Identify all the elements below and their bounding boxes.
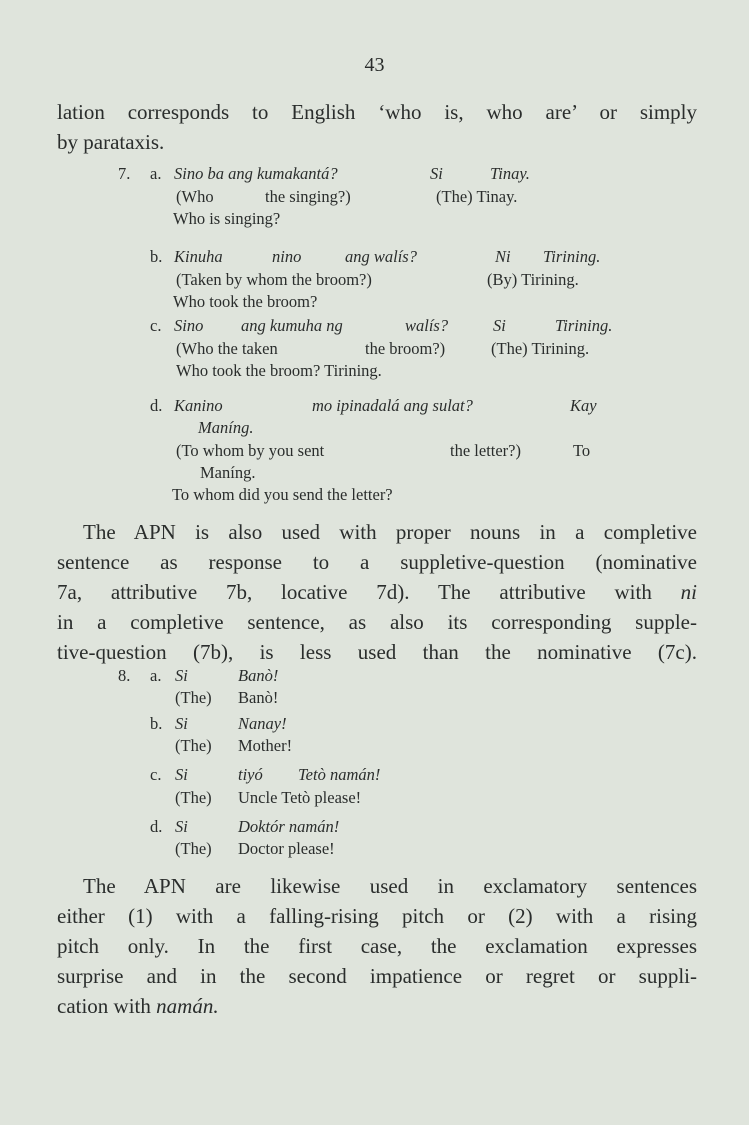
ex7b-word-4: Ni (495, 247, 511, 266)
ex8c-word-3: Tetò namán! (298, 765, 381, 784)
ex7b-word-5: Tirining. (543, 247, 601, 266)
ex7d-gloss-3: To (573, 441, 591, 460)
para2-line-4: in a completive sentence, as also its corresponding supple- (57, 610, 697, 634)
ex8a-gloss-2: Banò! (238, 688, 279, 707)
ex8c-gloss-1: (The) (175, 788, 212, 807)
ex8d-word-2: Doktór namán! (238, 817, 340, 836)
ex8b-word-2: Nanay! (238, 714, 287, 733)
ex7b-gloss-1: (Taken by whom the broom?) (176, 270, 372, 289)
para2-line-1: The APN is also used with proper nouns in a completive (83, 520, 697, 544)
para2-line-5: tive-question (7b), is less used than the nominative (7c). (57, 640, 697, 664)
ex7d-translation: To whom did you send the letter? (172, 485, 393, 504)
ex7a-word-3: Tinay. (490, 164, 530, 183)
para3-line-1: The APN are likewise used in exclamatory sentences (83, 874, 697, 898)
ex7c-gloss-2: the broom?) (365, 339, 446, 358)
ex7c-word-1: Sino (174, 316, 204, 335)
ex7d-word-4: Maníng. (198, 418, 254, 437)
ex7d-gloss-2: the letter?) (450, 441, 521, 460)
ex7c-gloss-1: (Who the taken (176, 339, 278, 358)
ex7b-word-2: nino (272, 247, 302, 266)
para2-line-3 (57, 577, 697, 607)
ex7a-word-1: Sino ba ang kumakantá? (174, 164, 338, 183)
para3-line-5-italic: namán. (156, 994, 219, 1018)
ex7d-gloss-1: (To whom by you sent (176, 441, 325, 460)
ex7a-gloss-2: the singing?) (265, 187, 351, 206)
ex8a-gloss-1: (The) (175, 688, 212, 707)
ex8c-word-1: Si (175, 765, 188, 784)
ex8c-gloss-2: Uncle Tetò please! (238, 788, 362, 807)
ex7c-translation: Who took the broom? Tirining. (176, 361, 382, 380)
ex7b-gloss-2: (By) Tirining. (487, 270, 579, 289)
ex8c-label: c. (150, 765, 162, 784)
ex7c-word-2: ang kumuha ng (241, 316, 343, 335)
para3-line-5-text: cation with (57, 994, 157, 1018)
ex8d-word-1: Si (175, 817, 188, 836)
ex8c-word-2: tiyó (238, 765, 263, 784)
para3-line-2: either (1) with a falling-rising pitch or (2) with a rising (57, 904, 697, 928)
ex8a-word-2: Banò! (238, 666, 279, 685)
ex8d-label: d. (150, 817, 163, 836)
ex7d-gloss-4: Maníng. (200, 463, 256, 482)
ex7a-word-2: Si (430, 164, 443, 183)
ex8b-word-1: Si (175, 714, 188, 733)
para2-line-3-italic: ni (680, 580, 697, 604)
ex7a-gloss-1: (Who (176, 187, 214, 206)
ex8d-gloss-2: Doctor please! (238, 839, 335, 858)
ex7b-translation: Who took the broom? (173, 292, 318, 311)
para3-line-5 (57, 991, 697, 1021)
ex7c-word-5: Tirining. (555, 316, 613, 335)
ex8b-gloss-1: (The) (175, 736, 212, 755)
ex7d-word-3: Kay (570, 396, 597, 415)
ex7b-label: b. (150, 247, 163, 266)
example-8-number: 8. (118, 666, 131, 685)
ex7d-label: d. (150, 396, 163, 415)
ex7c-gloss-3: (The) Tirining. (491, 339, 590, 358)
ex7c-word-4: Si (493, 316, 506, 335)
para3-line-3: pitch only. In the first case, the exclamation expresses (57, 934, 697, 958)
ex8a-label: a. (150, 666, 162, 685)
para3-line-4: surprise and in the second impatience or regret or suppli- (57, 964, 697, 988)
example-7-number: 7. (118, 164, 131, 183)
intro-line-1: lation corresponds to English ‘who is, who are’ or simply (57, 100, 697, 124)
ex7d-word-1: Kanino (174, 396, 223, 415)
intro-line-2: by parataxis. (57, 130, 165, 154)
ex7b-word-3: ang walís? (345, 247, 417, 266)
ex8b-label: b. (150, 714, 163, 733)
ex8b-gloss-2: Mother! (238, 736, 293, 755)
page-number: 43 (364, 54, 385, 76)
ex8d-gloss-1: (The) (175, 839, 212, 858)
ex7b-word-1: Kinuha (174, 247, 223, 266)
ex7d-word-2: mo ipinadalá ang sulat? (312, 396, 473, 415)
ex7a-gloss-3: (The) Tinay. (436, 187, 518, 206)
ex7a-label: a. (150, 164, 162, 183)
ex7a-translation: Who is singing? (173, 209, 281, 228)
para2-line-3-text: 7a, attributive 7b, locative 7d). The attributive with (57, 580, 681, 604)
para2-line-2: sentence as response to a suppletive-question (nominative (57, 550, 697, 574)
ex7c-word-3: walís? (405, 316, 449, 335)
ex7c-label: c. (150, 316, 162, 335)
ex8a-word-1: Si (175, 666, 188, 685)
